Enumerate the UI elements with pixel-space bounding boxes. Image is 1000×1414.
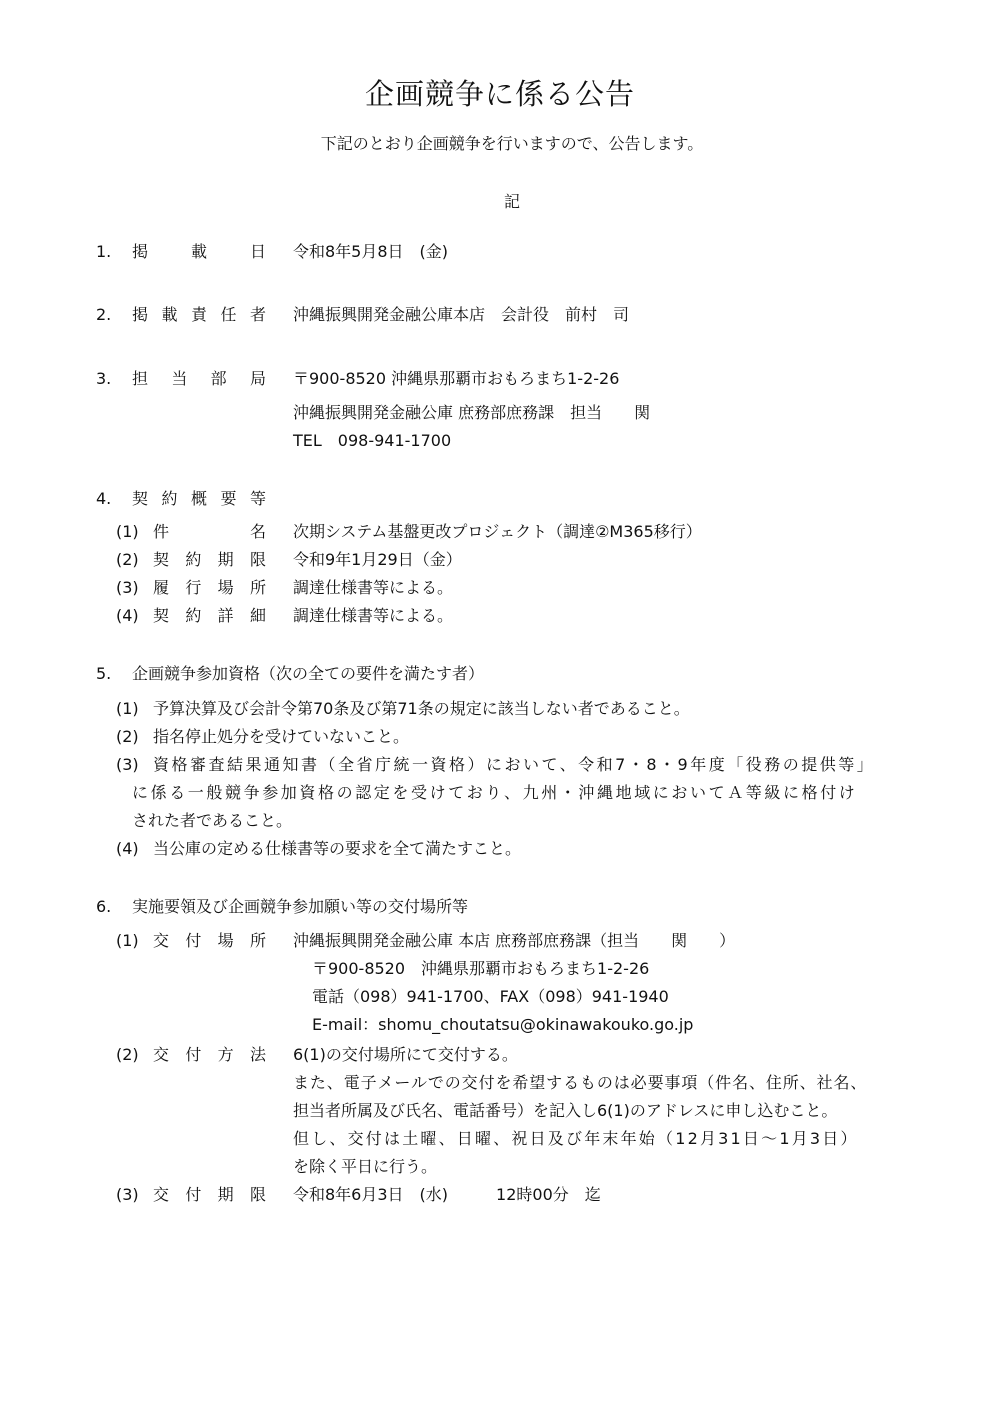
item-number: (4) — [116, 606, 139, 625]
delivery-phone-fax: 電話（098）941-1700、FAX（098）941-1940 — [312, 987, 669, 1006]
item-number: (2) — [116, 1045, 139, 1064]
item-number: (1) — [116, 699, 139, 718]
label-char: 者 — [249, 305, 266, 324]
item-label — [153, 606, 266, 626]
label-char: 任 — [220, 305, 237, 324]
section-1-label — [132, 242, 266, 262]
section-3-tel: TEL 098-941-1700 — [293, 431, 452, 450]
label-char: 場 — [217, 931, 234, 950]
delivery-method-line: 6(1)の交付場所にて交付する。 — [293, 1045, 518, 1064]
section-3-address: 〒900-8520 沖縄県那覇市おもろまち1-2-26 — [293, 369, 620, 388]
delivery-deadline: 令和8年6月3日 (水) 12時00分 迄 — [293, 1185, 601, 1204]
label-char: 方 — [217, 1045, 234, 1064]
item-value: 次期システム基盤更改プロジェクト（調達②M365移行） — [293, 522, 702, 541]
label-char: 期 — [217, 1185, 234, 1204]
item-number: (3) — [116, 1185, 139, 1204]
section-6-number: 6. — [96, 897, 112, 916]
section-5-number: 5. — [96, 664, 112, 683]
label-char: 部 — [210, 369, 227, 388]
item-text-continued: に係る一般競争参加資格の認定を受けており、九州・沖縄地域においてＡ等級に格付け — [132, 783, 858, 802]
label-char: 掲 — [132, 305, 149, 324]
label-char: 名 — [249, 522, 266, 541]
label-char: 当 — [171, 369, 188, 388]
label-char: 日 — [249, 242, 266, 261]
intro-text: 下記のとおり企画競争を行いますので、公告します。 — [320, 134, 704, 153]
item-text-continued: された者であること。 — [132, 811, 293, 830]
label-char: 行 — [185, 578, 202, 597]
item-value: 調達仕様書等による。 — [293, 606, 454, 625]
item-number: (2) — [116, 727, 139, 746]
item-label — [153, 550, 266, 570]
delivery-method-line: 但し、交付は土曜、日曜、祝日及び年末年始（12月31日～1月3日） — [293, 1129, 859, 1148]
section-4-number: 4. — [96, 489, 112, 508]
label-char: 付 — [185, 931, 202, 950]
label-char: 掲 — [132, 242, 149, 261]
delivery-method-line: また、電子メールでの交付を希望するものは必要事項（件名、住所、社名、 — [293, 1073, 868, 1092]
label-char: 要 — [220, 489, 237, 508]
item-label — [153, 578, 266, 598]
item-value: 調達仕様書等による。 — [293, 578, 454, 597]
label-char: 交 — [153, 931, 170, 950]
label-char: 所 — [249, 931, 266, 950]
label-char: 件 — [153, 522, 170, 541]
item-text: 予算決算及び会計令第70条及び第71条の規定に該当しない者であること。 — [153, 699, 690, 718]
section-6-heading: 実施要領及び企画競争参加願い等の交付場所等 — [132, 897, 469, 916]
item-label — [153, 522, 266, 542]
page-title: 企画競争に係る公告 — [364, 77, 635, 111]
label-char: 限 — [249, 1185, 266, 1204]
delivery-email: E-mail：shomu_choutatsu@okinawakouko.go.jp — [312, 1015, 694, 1034]
section-1-number: 1. — [96, 242, 112, 261]
label-char: 付 — [185, 1045, 202, 1064]
section-5-heading: 企画競争参加資格（次の全ての要件を満たす者） — [132, 664, 485, 683]
section-3-number: 3. — [96, 369, 112, 388]
label-char: 責 — [190, 305, 207, 324]
label-char: 概 — [190, 489, 207, 508]
label-char: 約 — [161, 489, 178, 508]
label-char: 契 — [132, 489, 149, 508]
label-char: 交 — [153, 1185, 170, 1204]
label-char: 付 — [185, 1185, 202, 1204]
delivery-method-line: 担当者所属及び氏名、電話番号）を記入し6(1)のアドレスに申し込むこと。 — [293, 1101, 838, 1120]
item-text: 指名停止処分を受けていないこと。 — [153, 727, 410, 746]
ki-heading: 記 — [503, 192, 520, 211]
label-char: 担 — [132, 369, 149, 388]
label-char: 法 — [249, 1045, 266, 1064]
label-char: 契 — [153, 606, 170, 625]
label-char: 履 — [153, 578, 170, 597]
item-text: 資格審査結果通知書（全省庁統一資格）において、令和7・8・9年度「役務の提供等」 — [153, 755, 876, 774]
item-text: 当公庫の定める仕様書等の要求を全て満たすこと。 — [153, 839, 522, 858]
item-number: (1) — [116, 522, 139, 541]
label-char: 詳 — [217, 606, 234, 625]
item-number: (3) — [116, 578, 139, 597]
delivery-office: 沖縄振興開発金融公庫 本店 庶務部庶務課（担当 関 ） — [293, 931, 736, 950]
label-char: 載 — [161, 305, 178, 324]
section-2-label — [132, 305, 266, 325]
delivery-method-line: を除く平日に行う。 — [293, 1157, 438, 1176]
section-2-value: 沖縄振興開発金融公庫本店 会計役 前村 司 — [293, 305, 630, 324]
label-char: 局 — [249, 369, 266, 388]
label-char: 細 — [249, 606, 266, 625]
label-char: 所 — [249, 578, 266, 597]
item-label — [153, 1185, 266, 1205]
item-number: (2) — [116, 550, 139, 569]
label-char: 載 — [190, 242, 207, 261]
label-char: 約 — [185, 606, 202, 625]
section-3-department: 沖縄振興開発金融公庫 庶務部庶務課 担当 関 — [293, 403, 651, 422]
section-2-number: 2. — [96, 305, 112, 324]
section-4-label — [132, 489, 266, 509]
label-char: 期 — [217, 550, 234, 569]
label-char: 契 — [153, 550, 170, 569]
item-label — [153, 1045, 266, 1065]
item-label — [153, 931, 266, 951]
label-char: 交 — [153, 1045, 170, 1064]
label-char: 場 — [217, 578, 234, 597]
section-1-value: 令和8年5月8日 (金) — [293, 242, 449, 261]
section-3-label — [132, 369, 266, 389]
label-char: 約 — [185, 550, 202, 569]
item-value: 令和9年1月29日（金） — [293, 550, 462, 569]
label-char: 等 — [249, 489, 266, 508]
label-char: 限 — [249, 550, 266, 569]
item-number: (3) — [116, 755, 139, 774]
item-number: (4) — [116, 839, 139, 858]
delivery-address: 〒900-8520 沖縄県那覇市おもろまち1-2-26 — [312, 959, 650, 978]
item-number: (1) — [116, 931, 139, 950]
